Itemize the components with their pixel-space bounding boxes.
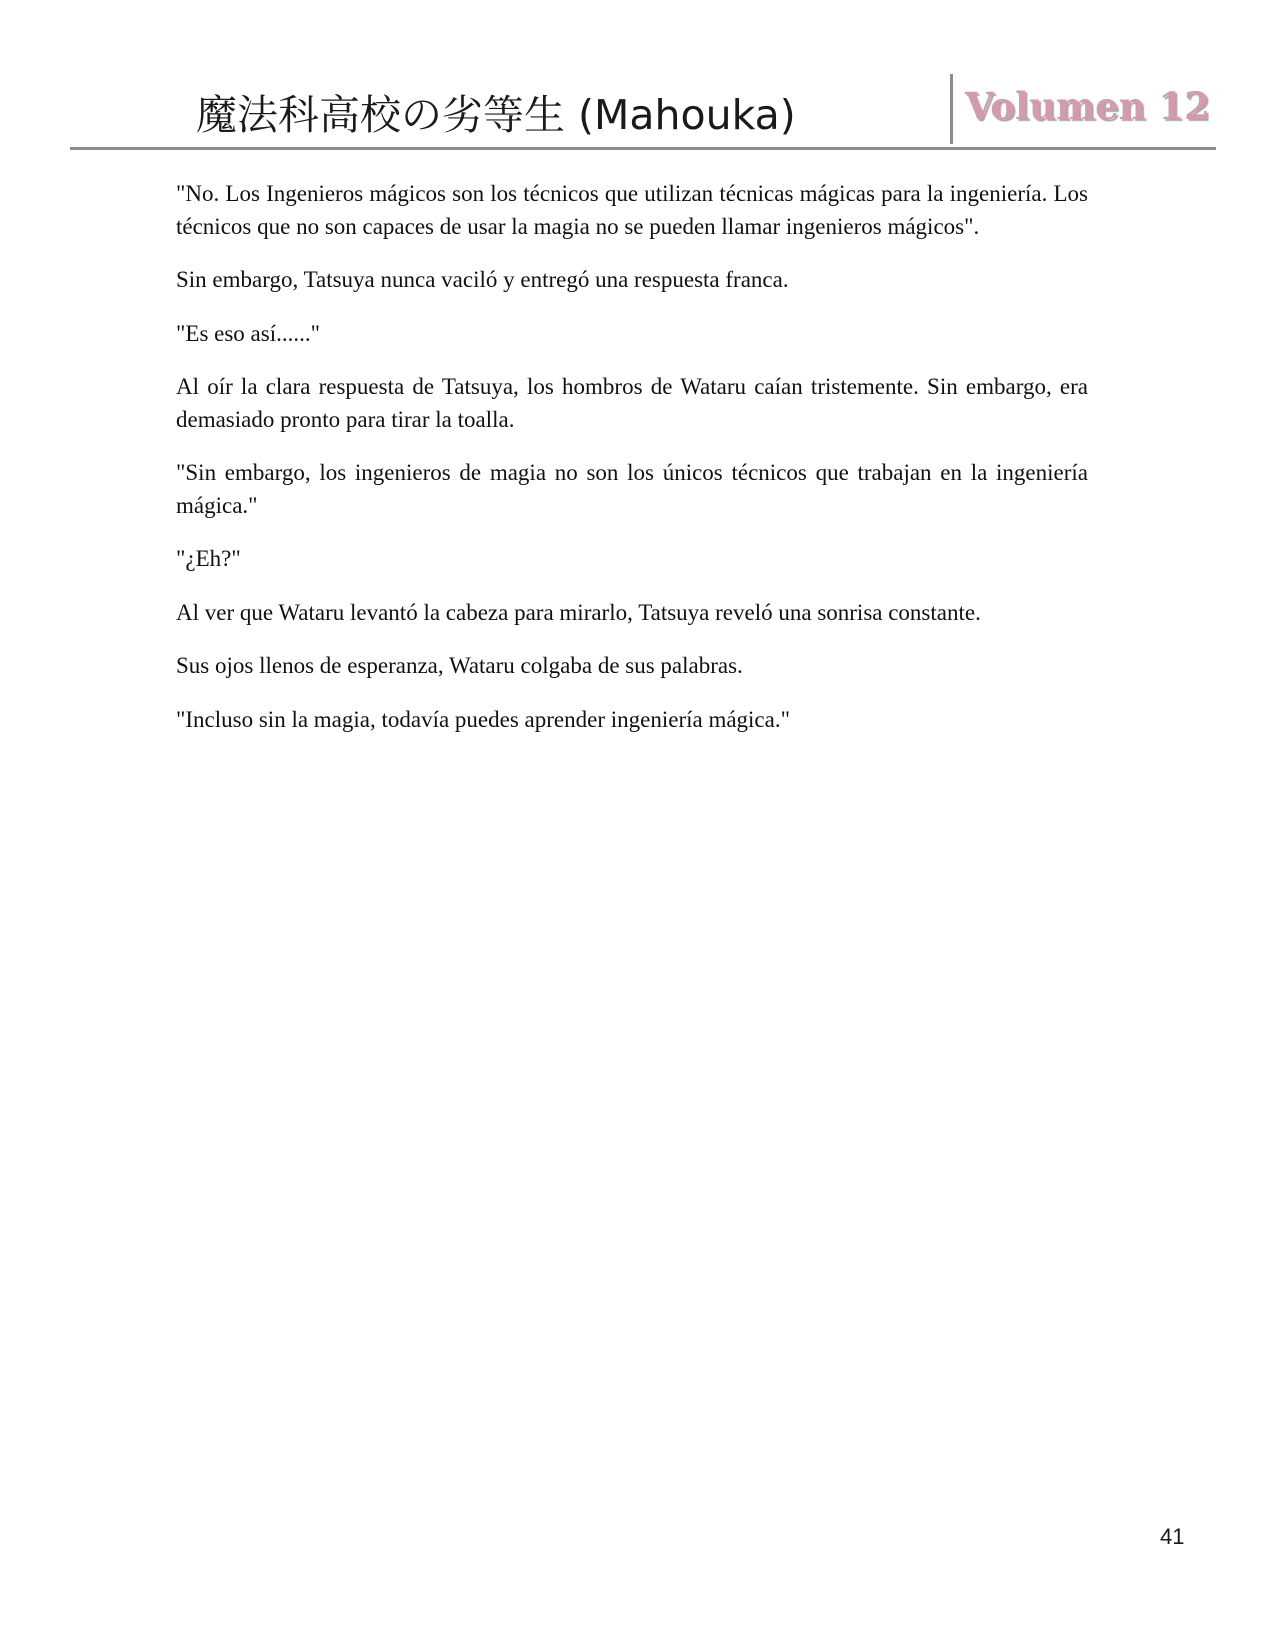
volume-label: Volumen 12 — [965, 84, 1210, 128]
book-title: 魔法科高校の劣等生 (Mahouka) — [196, 91, 796, 139]
paragraph: "Sin embargo, los ingenieros de magia no son los únicos técnicos que trabajan en la ingeniería mágica." — [176, 460, 1088, 518]
page-header — [70, 70, 1210, 150]
page-body — [176, 178, 1088, 757]
paragraph: "No. Los Ingenieros mágicos son los técnicos que utilizan técnicas mágicas para la ingeniería. Los técnicos que no son capaces de usar la magia no se pueden llamar ingenieros mágicos". — [176, 181, 1088, 239]
paragraph: Sus ojos llenos de esperanza, Wataru colgaba de sus palabras. — [176, 653, 743, 678]
paragraph: Al oír la clara respuesta de Tatsuya, los hombros de Wataru caían tristemente. Sin embargo, era demasiado pronto para tirar la toalla. — [176, 374, 1088, 432]
page-number: 41 — [1160, 1524, 1185, 1549]
paragraph: "Incluso sin la magia, todavía puedes aprender ingeniería mágica." — [176, 706, 790, 732]
paragraph: "Es eso así......" — [176, 320, 320, 346]
paragraph: "¿Eh?" — [176, 546, 241, 571]
paragraph: Al ver que Wataru levantó la cabeza para mirarlo, Tatsuya reveló una sonrisa constante. — [176, 599, 981, 625]
header-rule — [70, 147, 1216, 150]
header-divider — [950, 74, 953, 144]
paragraph: Sin embargo, Tatsuya nunca vaciló y entregó una respuesta franca. — [176, 267, 789, 292]
